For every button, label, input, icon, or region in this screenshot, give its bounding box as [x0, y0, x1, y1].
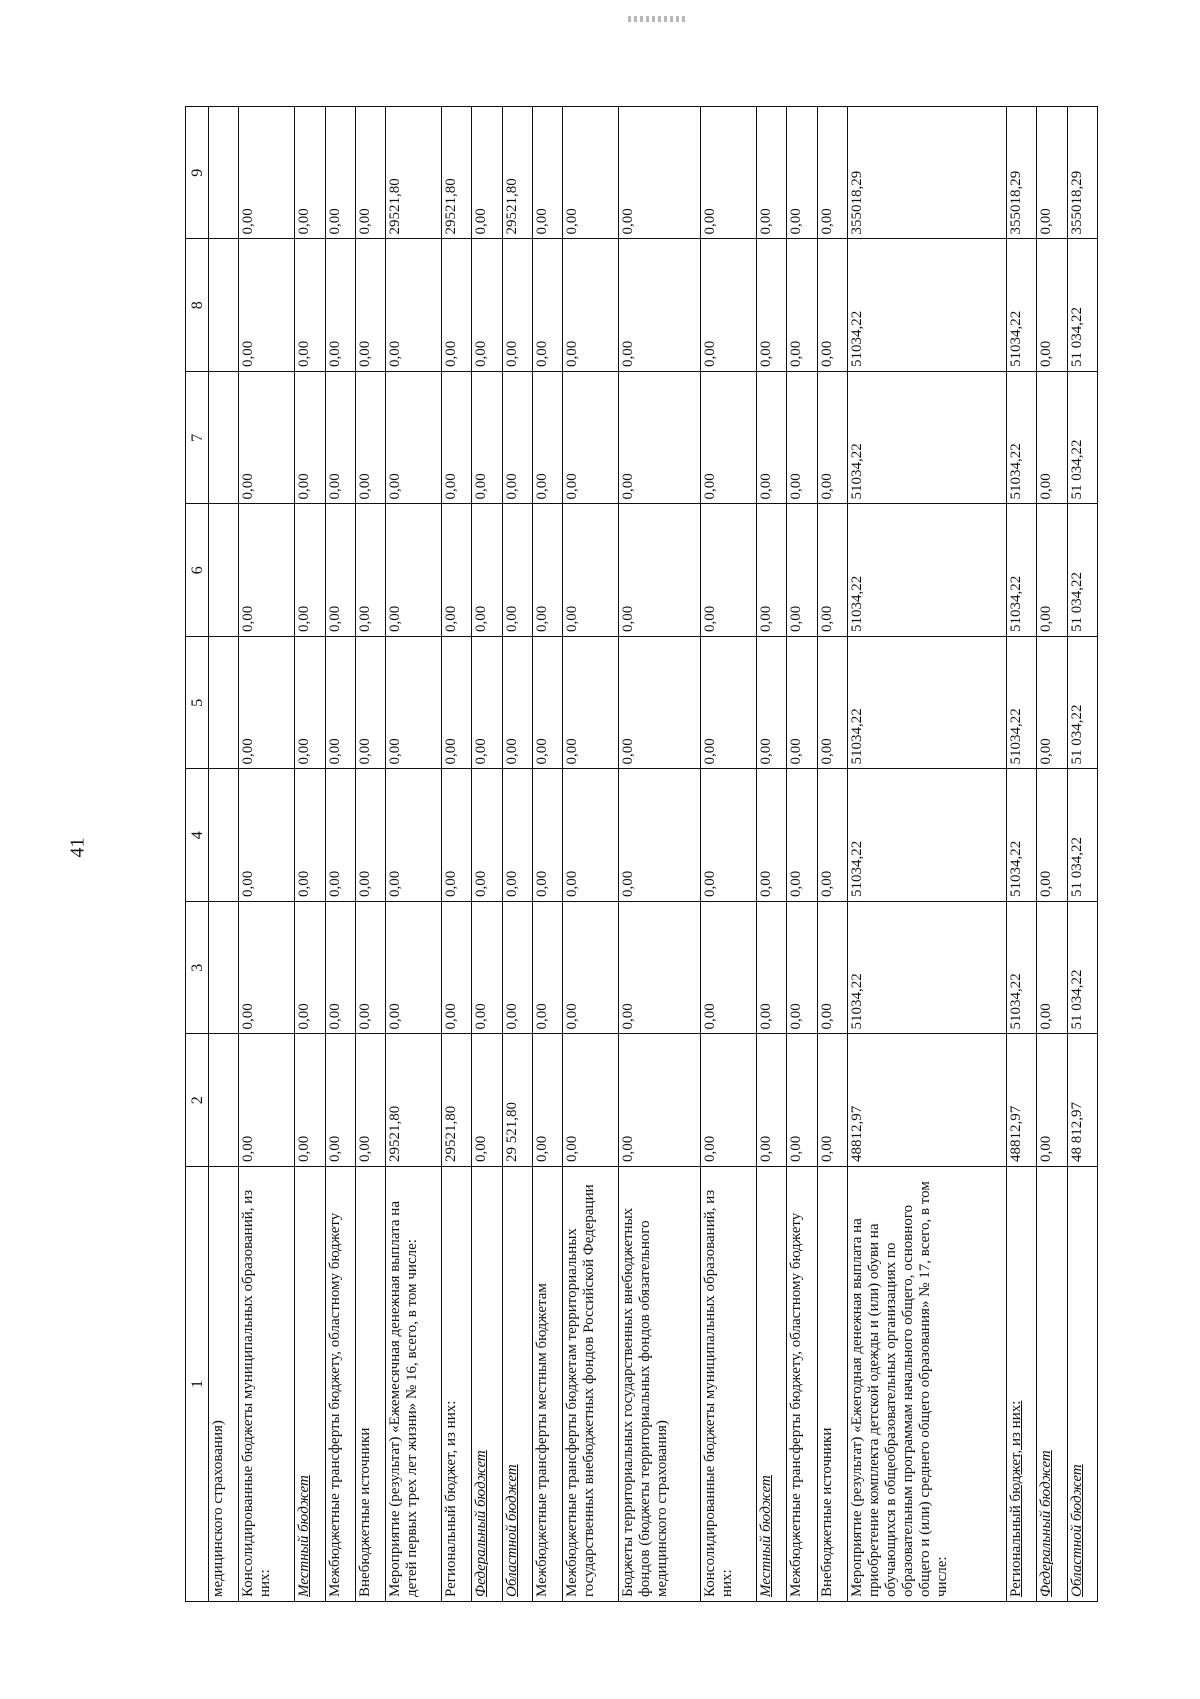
header-cell: 4 — [186, 769, 209, 902]
value-cell: 0,00 — [239, 769, 295, 902]
value-cell: 0,00 — [787, 637, 817, 770]
row-label: Местный бюджет — [295, 1167, 325, 1602]
value-cell: 0,00 — [757, 1034, 787, 1167]
value-cell: 0,00 — [619, 239, 701, 372]
value-cell: 0,00 — [757, 239, 787, 372]
value-cell: 355018,29 — [1007, 107, 1037, 240]
value-cell: 0,00 — [472, 1034, 502, 1167]
value-cell: 51 034,22 — [1067, 372, 1097, 505]
value-cell: 0,00 — [325, 637, 355, 770]
row-label: медицинского страхования) — [209, 1167, 239, 1602]
table-row — [757, 107, 787, 1602]
value-cell: 0,00 — [442, 769, 472, 902]
table-row — [1007, 107, 1037, 1602]
value-cell: 0,00 — [757, 107, 787, 240]
value-cell: 0,00 — [817, 107, 847, 240]
value-cell: 0,00 — [472, 372, 502, 505]
value-cell: 0,00 — [563, 769, 619, 902]
value-cell: 0,00 — [442, 637, 472, 770]
row-label: Внебюджетные источники — [817, 1167, 847, 1602]
header-cell: 2 — [186, 1034, 209, 1167]
value-cell: 0,00 — [1037, 1034, 1067, 1167]
row-label: Межбюджетные трансферты бюджету, областному бюджету — [787, 1167, 817, 1602]
value-cell: 51 034,22 — [1067, 239, 1097, 372]
value-cell: 51034,22 — [1007, 769, 1037, 902]
value-cell: 48812,97 — [848, 1034, 1007, 1167]
value-cell: 355018,29 — [1067, 107, 1097, 240]
value-cell: 0,00 — [1037, 504, 1067, 637]
table-row — [502, 107, 532, 1602]
table-row — [701, 107, 757, 1602]
value-cell: 51 034,22 — [1067, 637, 1097, 770]
table-row — [386, 107, 442, 1602]
scan-artifact — [628, 16, 688, 22]
value-cell: 0,00 — [701, 372, 757, 505]
value-cell: 48812,97 — [1007, 1034, 1037, 1167]
value-cell: 51 034,22 — [1067, 769, 1097, 902]
value-cell: 0,00 — [563, 504, 619, 637]
value-cell: 0,00 — [701, 637, 757, 770]
value-cell: 0,00 — [533, 902, 563, 1035]
value-cell: 0,00 — [533, 1034, 563, 1167]
header-cell: 8 — [186, 239, 209, 372]
value-cell: 0,00 — [355, 637, 385, 770]
value-cell — [209, 1034, 239, 1167]
rotated-table-container — [185, 107, 1098, 1602]
value-cell: 0,00 — [355, 769, 385, 902]
table-row — [1037, 107, 1067, 1602]
value-cell: 0,00 — [295, 1034, 325, 1167]
value-cell: 0,00 — [533, 107, 563, 240]
table-row — [239, 107, 295, 1602]
value-cell: 0,00 — [533, 504, 563, 637]
value-cell: 0,00 — [533, 769, 563, 902]
value-cell — [209, 239, 239, 372]
value-cell: 0,00 — [787, 769, 817, 902]
table-row — [848, 107, 1007, 1602]
value-cell: 29 521,80 — [502, 1034, 532, 1167]
value-cell: 51034,22 — [848, 637, 1007, 770]
value-cell: 51034,22 — [848, 902, 1007, 1035]
value-cell — [209, 769, 239, 902]
value-cell: 0,00 — [1037, 372, 1067, 505]
value-cell: 0,00 — [325, 504, 355, 637]
value-cell: 0,00 — [239, 1034, 295, 1167]
value-cell: 0,00 — [1037, 239, 1067, 372]
value-cell: 0,00 — [325, 902, 355, 1035]
row-label: Региональный бюджет, из них: — [1007, 1167, 1037, 1602]
value-cell: 0,00 — [355, 239, 385, 372]
value-cell: 0,00 — [563, 1034, 619, 1167]
value-cell: 0,00 — [325, 372, 355, 505]
table-row — [295, 107, 325, 1602]
value-cell — [209, 372, 239, 505]
value-cell: 0,00 — [817, 637, 847, 770]
value-cell: 29521,80 — [442, 107, 472, 240]
value-cell: 29521,80 — [502, 107, 532, 240]
value-cell: 0,00 — [355, 372, 385, 505]
value-cell: 0,00 — [295, 107, 325, 240]
value-cell: 0,00 — [295, 372, 325, 505]
value-cell: 0,00 — [757, 372, 787, 505]
value-cell: 29521,80 — [386, 1034, 442, 1167]
value-cell: 0,00 — [386, 769, 442, 902]
value-cell: 0,00 — [295, 902, 325, 1035]
value-cell: 0,00 — [295, 769, 325, 902]
value-cell: 0,00 — [239, 372, 295, 505]
row-label: Межбюджетные трансферты бюджету, областному бюджету — [325, 1167, 355, 1602]
value-cell: 0,00 — [386, 239, 442, 372]
value-cell: 0,00 — [502, 769, 532, 902]
value-cell: 0,00 — [355, 1034, 385, 1167]
row-label: Областной бюджет — [1067, 1167, 1097, 1602]
value-cell: 0,00 — [563, 637, 619, 770]
table-row — [817, 107, 847, 1602]
value-cell: 0,00 — [472, 769, 502, 902]
row-label: Местный бюджет — [757, 1167, 787, 1602]
value-cell: 0,00 — [817, 372, 847, 505]
value-cell: 0,00 — [757, 769, 787, 902]
value-cell: 0,00 — [239, 902, 295, 1035]
value-cell: 0,00 — [701, 1034, 757, 1167]
value-cell: 0,00 — [563, 239, 619, 372]
table-row — [533, 107, 563, 1602]
value-cell: 0,00 — [442, 239, 472, 372]
value-cell — [209, 902, 239, 1035]
table-row — [325, 107, 355, 1602]
value-cell: 51 034,22 — [1067, 902, 1097, 1035]
value-cell: 0,00 — [787, 107, 817, 240]
table-row — [619, 107, 701, 1602]
value-cell: 0,00 — [386, 902, 442, 1035]
value-cell: 0,00 — [502, 504, 532, 637]
value-cell: 0,00 — [563, 902, 619, 1035]
value-cell: 0,00 — [563, 107, 619, 240]
budget-table — [185, 106, 1098, 1602]
value-cell: 0,00 — [239, 239, 295, 372]
value-cell: 0,00 — [787, 902, 817, 1035]
value-cell: 0,00 — [502, 902, 532, 1035]
header-row — [186, 107, 209, 1602]
value-cell: 0,00 — [757, 504, 787, 637]
value-cell: 355018,29 — [848, 107, 1007, 240]
value-cell: 0,00 — [386, 372, 442, 505]
value-cell: 51034,22 — [1007, 372, 1037, 505]
table-row — [472, 107, 502, 1602]
value-cell: 0,00 — [619, 1034, 701, 1167]
value-cell: 0,00 — [472, 902, 502, 1035]
value-cell: 0,00 — [239, 107, 295, 240]
value-cell: 0,00 — [355, 902, 385, 1035]
value-cell: 0,00 — [295, 637, 325, 770]
value-cell: 51034,22 — [1007, 504, 1037, 637]
value-cell: 0,00 — [1037, 902, 1067, 1035]
value-cell: 29521,80 — [442, 1034, 472, 1167]
value-cell: 0,00 — [619, 504, 701, 637]
value-cell: 51034,22 — [848, 504, 1007, 637]
value-cell: 51034,22 — [848, 239, 1007, 372]
row-label: Межбюджетные трансферты бюджетам территориальных государственных внебюджетных фондов Российской Федерации — [563, 1167, 619, 1602]
value-cell: 0,00 — [563, 372, 619, 505]
value-cell: 0,00 — [502, 637, 532, 770]
value-cell: 51034,22 — [1007, 239, 1037, 372]
table-row — [1067, 107, 1097, 1602]
value-cell: 0,00 — [619, 902, 701, 1035]
value-cell: 51034,22 — [1007, 902, 1037, 1035]
value-cell: 0,00 — [533, 239, 563, 372]
header-cell: 5 — [186, 637, 209, 770]
value-cell: 0,00 — [701, 107, 757, 240]
value-cell: 0,00 — [472, 239, 502, 372]
value-cell: 0,00 — [701, 769, 757, 902]
value-cell: 0,00 — [442, 902, 472, 1035]
row-label: Федеральный бюджет — [1037, 1167, 1067, 1602]
value-cell: 0,00 — [502, 239, 532, 372]
value-cell: 0,00 — [701, 504, 757, 637]
value-cell: 0,00 — [787, 504, 817, 637]
value-cell: 0,00 — [386, 504, 442, 637]
value-cell: 51034,22 — [848, 769, 1007, 902]
value-cell: 51034,22 — [848, 372, 1007, 505]
value-cell: 0,00 — [817, 902, 847, 1035]
value-cell: 0,00 — [325, 107, 355, 240]
value-cell: 0,00 — [757, 902, 787, 1035]
row-label: Внебюджетные источники — [355, 1167, 385, 1602]
row-label: Межбюджетные трансферты местным бюджетам — [533, 1167, 563, 1602]
value-cell: 0,00 — [442, 504, 472, 637]
value-cell: 0,00 — [787, 372, 817, 505]
row-label: Бюджеты территориальных государственных внебюджетных фондов (бюджеты территориальных фондов обязательного медицинского страхования) — [619, 1167, 701, 1602]
header-cell: 6 — [186, 504, 209, 637]
value-cell: 0,00 — [619, 372, 701, 505]
row-label: Областной бюджет — [502, 1167, 532, 1602]
value-cell: 0,00 — [701, 902, 757, 1035]
value-cell: 51 034,22 — [1067, 504, 1097, 637]
value-cell: 0,00 — [619, 769, 701, 902]
header-cell: 1 — [186, 1167, 209, 1602]
table-row — [209, 107, 239, 1602]
value-cell: 0,00 — [386, 637, 442, 770]
header-cell: 3 — [186, 902, 209, 1035]
row-label: Региональный бюджет, из них: — [442, 1167, 472, 1602]
value-cell: 0,00 — [817, 239, 847, 372]
value-cell: 0,00 — [757, 637, 787, 770]
value-cell: 0,00 — [239, 504, 295, 637]
header-cell: 9 — [186, 107, 209, 240]
value-cell: 0,00 — [817, 769, 847, 902]
value-cell — [209, 637, 239, 770]
value-cell: 0,00 — [817, 504, 847, 637]
row-label: Консолидированные бюджеты муниципальных образований, из них: — [701, 1167, 757, 1602]
value-cell: 51034,22 — [1007, 637, 1037, 770]
value-cell: 0,00 — [355, 504, 385, 637]
value-cell: 29521,80 — [386, 107, 442, 240]
value-cell: 0,00 — [325, 769, 355, 902]
value-cell: 0,00 — [787, 239, 817, 372]
row-label: Мероприятие (результат) «Ежемесячная денежная выплата на детей первых трех лет жизни» № 16, всего, в том числе: — [386, 1167, 442, 1602]
value-cell: 0,00 — [701, 239, 757, 372]
header-cell: 7 — [186, 372, 209, 505]
value-cell: 0,00 — [472, 637, 502, 770]
value-cell: 0,00 — [1037, 637, 1067, 770]
value-cell: 0,00 — [442, 372, 472, 505]
page-number: 41 — [66, 837, 89, 858]
value-cell: 0,00 — [472, 504, 502, 637]
value-cell: 48 812,97 — [1067, 1034, 1097, 1167]
table-row — [787, 107, 817, 1602]
value-cell: 0,00 — [817, 1034, 847, 1167]
value-cell: 0,00 — [502, 372, 532, 505]
value-cell: 0,00 — [472, 107, 502, 240]
value-cell: 0,00 — [355, 107, 385, 240]
value-cell: 0,00 — [295, 239, 325, 372]
value-cell — [209, 504, 239, 637]
value-cell: 0,00 — [619, 637, 701, 770]
value-cell: 0,00 — [1037, 107, 1067, 240]
value-cell: 0,00 — [1037, 769, 1067, 902]
value-cell: 0,00 — [295, 504, 325, 637]
row-label: Мероприятие (результат) «Ежегодная денежная выплата на приобретение комплекта детской одежды и (или) обуви на обучающихся в общеобразовательных организациях по образовательным программам начального общего, основного общего и (или) среднего общего образования» № 17, всего, в том числе: — [848, 1167, 1007, 1602]
row-label: Федеральный бюджет — [472, 1167, 502, 1602]
value-cell: 0,00 — [619, 107, 701, 240]
value-cell: 0,00 — [325, 1034, 355, 1167]
table-row — [563, 107, 619, 1602]
value-cell: 0,00 — [239, 637, 295, 770]
table-row — [355, 107, 385, 1602]
value-cell: 0,00 — [533, 637, 563, 770]
table-body — [209, 107, 1098, 1602]
value-cell: 0,00 — [787, 1034, 817, 1167]
row-label: Консолидированные бюджеты муниципальных образований, из них: — [239, 1167, 295, 1602]
value-cell — [209, 107, 239, 240]
value-cell: 0,00 — [325, 239, 355, 372]
table-row — [442, 107, 472, 1602]
value-cell: 0,00 — [533, 372, 563, 505]
